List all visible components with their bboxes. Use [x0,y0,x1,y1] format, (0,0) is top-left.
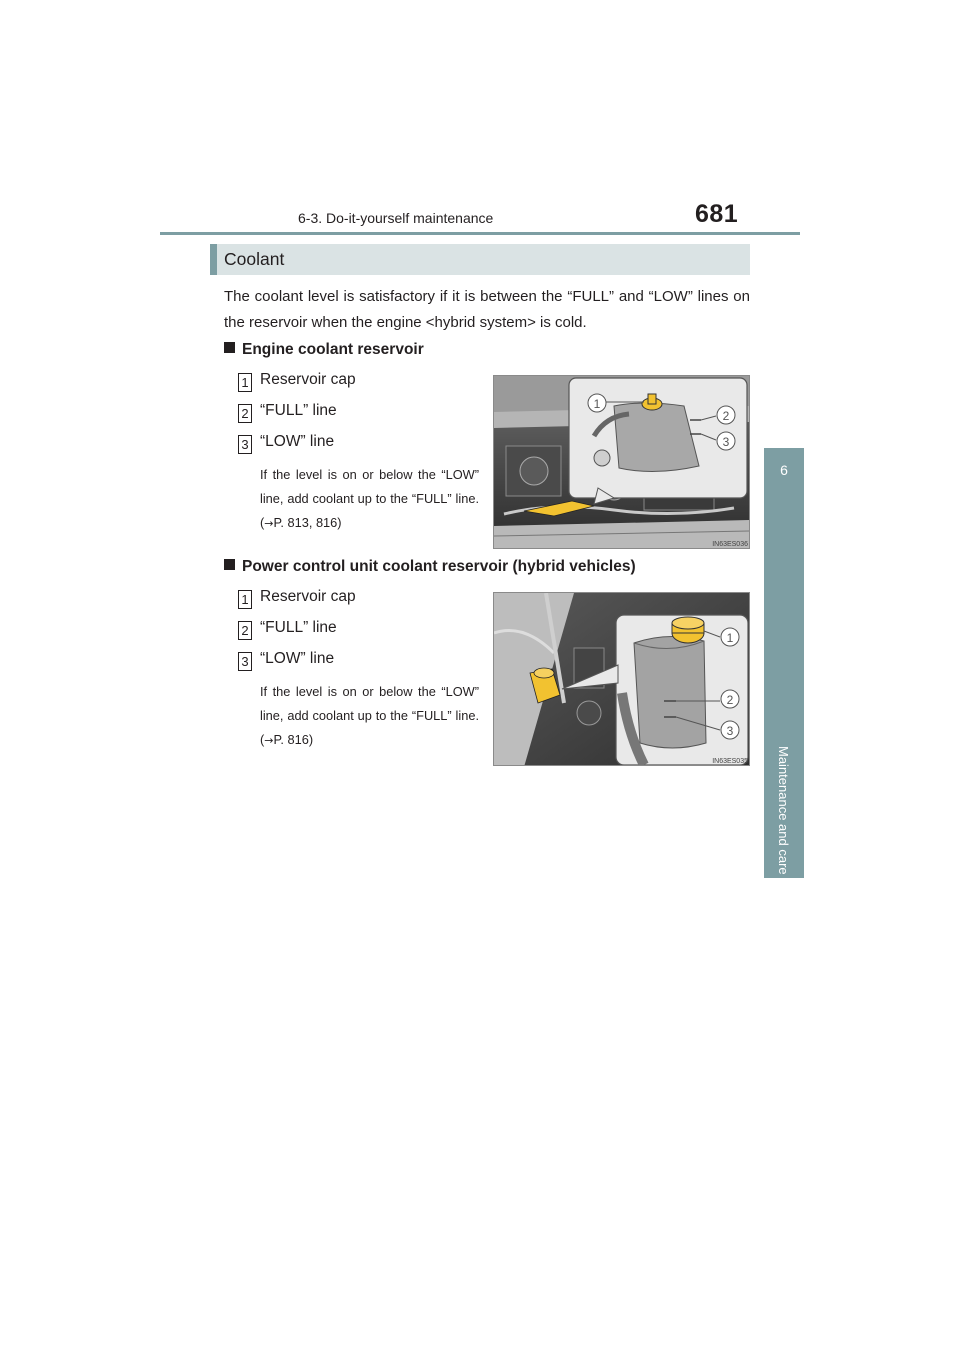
pcu-reservoir-heading [224,558,636,576]
svg-text:1: 1 [593,397,601,411]
item-label: “FULL” line [260,402,337,419]
item-label: “LOW” line [260,433,335,450]
chapter-title: Maintenance and care [776,746,791,875]
svg-text:1: 1 [726,631,734,645]
item-label: “FULL” line [260,619,337,636]
figure-callout [588,394,606,412]
square-bullet-icon [224,342,235,353]
svg-text:3: 3 [722,435,730,449]
engine-reservoir-heading-text: Engine coolant reservoir [242,341,424,358]
figure-callout [721,721,739,739]
svg-text:3: 3 [726,724,734,738]
engine-bay-illustration [494,376,750,549]
item-label: Reservoir cap [260,588,356,605]
header-rule [160,232,800,235]
intro-paragraph: The coolant level is satisfactory if it is between the “FULL” and “LOW” lines on the reservoir when the engine <hybrid system> is cold. [224,288,750,331]
item-number: 3 [238,435,252,454]
item-number: 1 [238,590,252,609]
square-bullet-icon [224,559,235,570]
figure-callout [717,432,735,450]
figure-callout [721,690,739,708]
page-reference: P. 816) [273,732,314,747]
item-label: “LOW” line [260,650,335,667]
pcu-reservoir-figure [493,592,750,766]
figure-callout [717,406,735,424]
arrow-right-icon: → [264,734,274,747]
header-section-title: 6-3. Do-it-yourself maintenance [298,210,494,226]
pcu-reservoir-note [260,680,479,753]
page-number: 681 [695,200,739,228]
item-label: Reservoir cap [260,371,356,388]
figure-code: IN63ES035 [712,758,748,765]
engine-reservoir-note [260,463,479,536]
page-reference: P. 813, 816) [273,515,342,530]
engine-reservoir-figure [493,375,750,549]
section-title-bar [210,244,750,275]
chapter-number: 6 [780,462,788,478]
note-text: If the level is on or below the “LOW” line, add coolant up to the “FULL” line. ( [260,467,479,530]
arrow-right-icon: → [264,517,274,530]
item-number: 3 [238,652,252,671]
figure-code: IN63ES036 [712,541,748,548]
engine-reservoir-heading [224,341,424,359]
engine-bay-illustration [494,593,750,766]
note-text: If the level is on or below the “LOW” line, add coolant up to the “FULL” line. ( [260,684,479,747]
section-title: Coolant [224,249,285,269]
item-number: 1 [238,373,252,392]
figure-callout [721,628,739,646]
svg-text:2: 2 [726,693,734,707]
pcu-reservoir-heading-text: Power control unit coolant reservoir (hybrid vehicles) [242,558,636,575]
item-number: 2 [238,621,252,640]
chapter-tab [764,448,804,878]
item-number: 2 [238,404,252,423]
svg-text:2: 2 [722,409,730,423]
page-header [160,198,800,234]
